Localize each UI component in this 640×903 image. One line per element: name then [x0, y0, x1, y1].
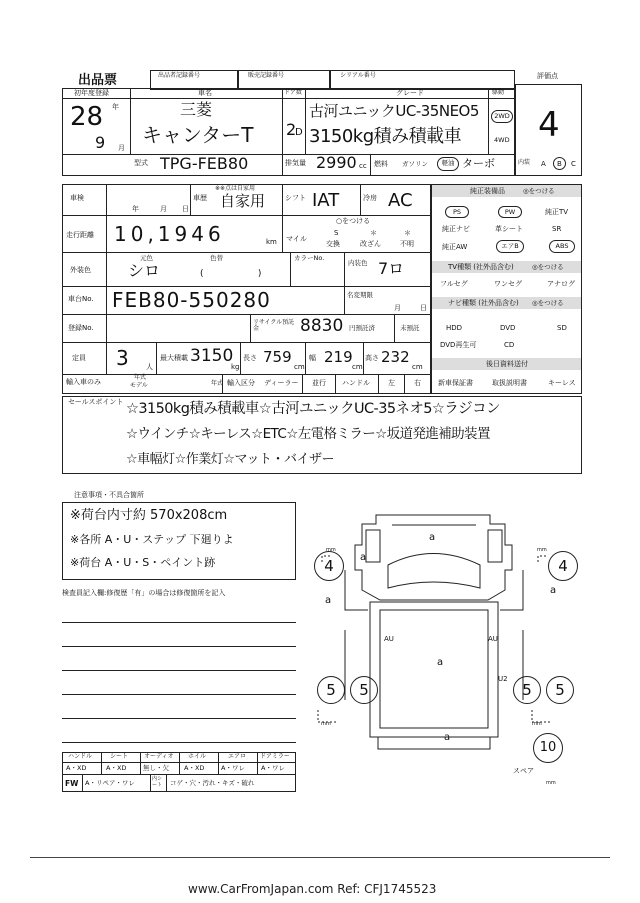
mark-au-2: AU [488, 635, 498, 643]
after-opt-2: キーレス [548, 379, 576, 387]
mark-a-2: a [360, 552, 367, 563]
maker-model-label: 車名 [198, 89, 212, 97]
tv-note: ◎をつける [532, 263, 564, 271]
mark-a-3: a [325, 595, 332, 606]
type-label: 型式 [134, 159, 148, 167]
recycle-label: リサイクル預託金 [253, 319, 295, 332]
mile-mark-1: ＊ [370, 229, 377, 237]
doors-label: ドア数 [284, 89, 302, 96]
model-year-label: 年式 [134, 374, 147, 381]
legend-seat-label: 内シート [152, 776, 163, 788]
sales-line2: ☆ウインチ☆キーレス☆ETC☆左電格ミラー☆坂道発進補助装置 [126, 426, 490, 442]
chassis-label: 車台No. [68, 295, 94, 303]
legend-row-1: A・XD [106, 764, 127, 772]
mile-opt-2: 不明 [400, 240, 414, 248]
legend-row-5: A・ワレ [261, 764, 285, 772]
parallel-label: 並行 [312, 379, 326, 387]
inspection-year: 年 [132, 205, 139, 213]
spare-label: スペア [513, 767, 534, 775]
doors-value: 2 [286, 120, 297, 139]
model-year-label2: モデル [130, 382, 148, 389]
maker-name: 三菱 [180, 100, 213, 119]
reg-no-label: 販売記録番号 [248, 72, 285, 79]
legend-col-0: ハンドル [68, 753, 93, 760]
mm-label-fr: mm [537, 547, 547, 553]
fuel-diesel: 軽油 [437, 157, 459, 171]
legend-fw-value: A・リペア・ワレ [85, 779, 135, 787]
sales-label: セールスポイント [68, 398, 124, 406]
interior-a: A [541, 160, 546, 168]
nav-opt2-1: CD [504, 341, 515, 349]
mm-label-sp: mm [546, 780, 556, 786]
legend-fw-label: FW [65, 779, 79, 788]
turbo: ターボ [462, 157, 495, 170]
nav-note: ◎をつける [532, 299, 564, 307]
mark-au-1: AU [384, 635, 394, 643]
notes-label: 注意事項・不具合箇所 [74, 491, 144, 499]
legend-col-2: オーディオ [144, 753, 174, 760]
legend-row-2: 無し・欠 [143, 764, 169, 772]
interior-color-label: 内装色 [348, 259, 368, 267]
color-no-label: 色替 [210, 254, 223, 262]
recycle-unpaid: 未預託 [400, 324, 420, 332]
width-label: 幅 [309, 354, 316, 362]
color-paren: ( ) [200, 269, 262, 279]
mile-opt-0: 交換 [326, 240, 340, 248]
displacement-value: 2990 [316, 153, 357, 172]
import-label: 輸入車のみ [66, 378, 101, 386]
inspection-note: ※※点は自家用 [215, 185, 256, 192]
mark-a-4: a [550, 585, 557, 596]
notes-line3: ※荷台 A・U・S・ペイント跡 [70, 556, 216, 569]
mileage-value: 10,1946 [114, 222, 225, 246]
nav-opt-0: HDD [446, 324, 463, 332]
displacement-unit: cc [359, 162, 367, 170]
length-unit: cm [294, 363, 305, 371]
rating-label: 評価点 [537, 72, 558, 80]
fuel-gas: ガソリン [402, 160, 428, 168]
interior-color-value: 7ロ [378, 259, 405, 278]
year-label2: 年式 [211, 380, 224, 387]
year-unit: 年 [112, 103, 119, 111]
ac-value: AC [388, 190, 413, 211]
rating-value: 4 [538, 105, 560, 145]
mark-a-6: a [444, 732, 451, 743]
legend-col-4: エアロ [228, 753, 247, 760]
equip-sr: SR [552, 225, 562, 233]
length-value: 759 [263, 348, 292, 366]
length-label: 長さ [243, 354, 257, 362]
handle-right: 右 [414, 379, 421, 387]
sales-line3: ☆車幅灯☆作業灯☆マット・バイザー [126, 452, 334, 467]
import-class-label: 輸入区分 [227, 379, 255, 387]
reg-label: 登録No. [68, 324, 94, 332]
tv-opt-0: フルセグ [440, 280, 468, 288]
handle-label: ハンドル [342, 379, 370, 387]
inspection-month: 月 [160, 205, 167, 213]
chassis-value: FEB80-550280 [112, 288, 271, 312]
mile-label: マイル [286, 235, 307, 243]
grade-line1: 古河ユニックUC-35NEO5 [309, 102, 479, 120]
front-right-tire: 4 [548, 551, 578, 581]
first-reg-year: 28 [70, 102, 104, 132]
rear-left-tire-outer: 5 [317, 676, 345, 704]
legend-row-3: A・XD [184, 764, 205, 772]
height-unit: cm [412, 363, 423, 371]
interior-c: C [571, 160, 576, 168]
auction-no-label: 出品者記録番号 [158, 72, 201, 79]
rear-left-tire-inner: 5 [350, 676, 378, 704]
mark-u2: U2 [498, 675, 508, 683]
mm-label-rr: mm [532, 721, 542, 727]
rear-right-tire-inner: 5 [513, 676, 541, 704]
recycle-value: 8830 [300, 316, 344, 336]
shift-value: IAT [312, 190, 340, 211]
month-unit: 月 [118, 144, 125, 152]
legend-row-0: A・XD [66, 764, 87, 772]
height-value: 232 [381, 348, 410, 366]
width-value: 219 [324, 348, 353, 366]
equip-abs: ABS [549, 240, 575, 253]
footer-text: www.CarFromJapan.com Ref: CFJ1745523 [188, 882, 437, 896]
notes-line2: ※各所 A・U・ステップ 下廻りよ [70, 533, 234, 546]
mm-label-fl: mm [326, 547, 336, 553]
displacement-label: 排気量 [285, 159, 306, 167]
equip-leather: 革シート [495, 225, 523, 233]
handle-left: 左 [388, 379, 395, 387]
after-opt-1: 取扱説明書 [492, 379, 527, 387]
legend-col-1: シート [110, 753, 129, 760]
mile-mark-2: ＊ [404, 229, 411, 237]
mm-label-rl: mm [321, 721, 331, 727]
first-reg-label: 初年度登録 [74, 89, 109, 97]
recycle-unit: 円預託済 [349, 324, 375, 332]
mile-opt-1: 改ざん [360, 240, 381, 248]
rear-right-tire-outer: 5 [546, 676, 574, 704]
legend-col-5: ドアミラー [260, 753, 290, 760]
orig-color-label: 元色 [140, 254, 153, 262]
capacity-label: 定員 [72, 354, 86, 362]
nav-header: ナビ種類 (社外品含む) [448, 299, 519, 307]
load-value: 3150 [190, 346, 234, 366]
mark-a-5: a [437, 657, 444, 668]
history-label: 車歴 [193, 194, 207, 202]
legend-seat-value: コゲ・穴・汚れ・キズ・破れ [170, 779, 255, 787]
grade-line2: 3150kg積み積載車 [309, 126, 462, 147]
after-header: 後日資料送付 [486, 360, 528, 368]
load-unit: kg [231, 363, 240, 371]
mileage-unit: km [266, 238, 277, 246]
width-unit: cm [352, 363, 363, 371]
spare-tire: 10 [533, 733, 563, 763]
first-reg-month: 9 [95, 133, 106, 152]
color-label: 外装色 [70, 266, 91, 274]
equip-airbag: エアB [496, 240, 524, 253]
mile-mark-0: S [334, 229, 339, 237]
inspection-day: 日 [182, 205, 189, 213]
equipment-header: 純正装備品 [470, 187, 505, 195]
name-change-label: 名変期限 [347, 291, 373, 299]
legend-col-3: ホイル [188, 753, 207, 760]
nav-opt-2: SD [557, 324, 567, 332]
front-left-tire: 4 [314, 551, 344, 581]
equip-aw: 純正AW [442, 243, 468, 251]
height-label: 高さ [365, 354, 379, 362]
inspection-label: 車検 [70, 194, 84, 202]
shift-label: シフト [285, 194, 306, 202]
name-change-month: 月 [394, 304, 401, 312]
inspector-label: 検査員記入欄:修復歴「有」の場合は修復箇所を記入 [62, 589, 226, 597]
drive-4wd: 4WD [494, 136, 510, 144]
mileage-label: 走行距離 [66, 231, 94, 239]
after-opt-0: 新車保証書 [438, 379, 473, 387]
serial-label: シリアル番号 [340, 72, 376, 79]
interior-b: B [557, 160, 562, 168]
capacity-unit: 人 [146, 363, 153, 371]
notes-line1: ※荷台内寸約 570x208cm [70, 508, 228, 523]
equip-tv: 純正TV [545, 208, 569, 216]
equip-ps: PS [445, 206, 469, 218]
history-value: 自家用 [220, 192, 266, 210]
type-value: TPG-FEB80 [160, 154, 249, 173]
doors-unit: D [295, 127, 303, 138]
nav-opt-1: DVD [500, 324, 516, 332]
nav-opt2-0: DVD再生可 [440, 341, 477, 349]
legend-row-4: A・ワレ [221, 764, 245, 772]
drive-2wd: 2WD [491, 110, 513, 123]
mileage-note: ○をつける [336, 217, 371, 225]
color-value: シロ [128, 261, 161, 280]
fuel-label: 燃料 [374, 160, 388, 168]
tv-header: TV種類 (社外品含む) [448, 263, 514, 271]
ac-label: 冷房 [363, 194, 377, 202]
equipment-note: ◎をつける [523, 187, 555, 195]
import-class-value: ディーラー [264, 379, 299, 387]
colorno-label: カラーNo. [294, 254, 325, 262]
equip-pw: PW [498, 206, 522, 218]
tv-opt-1: ワンセグ [494, 280, 522, 288]
interior-label: 内装 [518, 159, 531, 166]
sales-line1: ☆3150kg積み積載車☆古河ユニックUC-35ネオ5☆ラジコン [126, 401, 500, 417]
form-title: 出品票 [78, 73, 118, 88]
load-label: 最大積載 [160, 354, 188, 362]
tv-opt-2: アナログ [547, 280, 575, 288]
mark-a-1: a [429, 532, 436, 543]
model-name: キャンターT [142, 123, 254, 147]
grade-label: グレード [396, 89, 424, 97]
name-change-day: 日 [420, 304, 427, 312]
equip-navi: 純正ナビ [442, 225, 470, 233]
drive-label: 駆動 [492, 89, 505, 96]
capacity-value: 3 [116, 346, 129, 370]
